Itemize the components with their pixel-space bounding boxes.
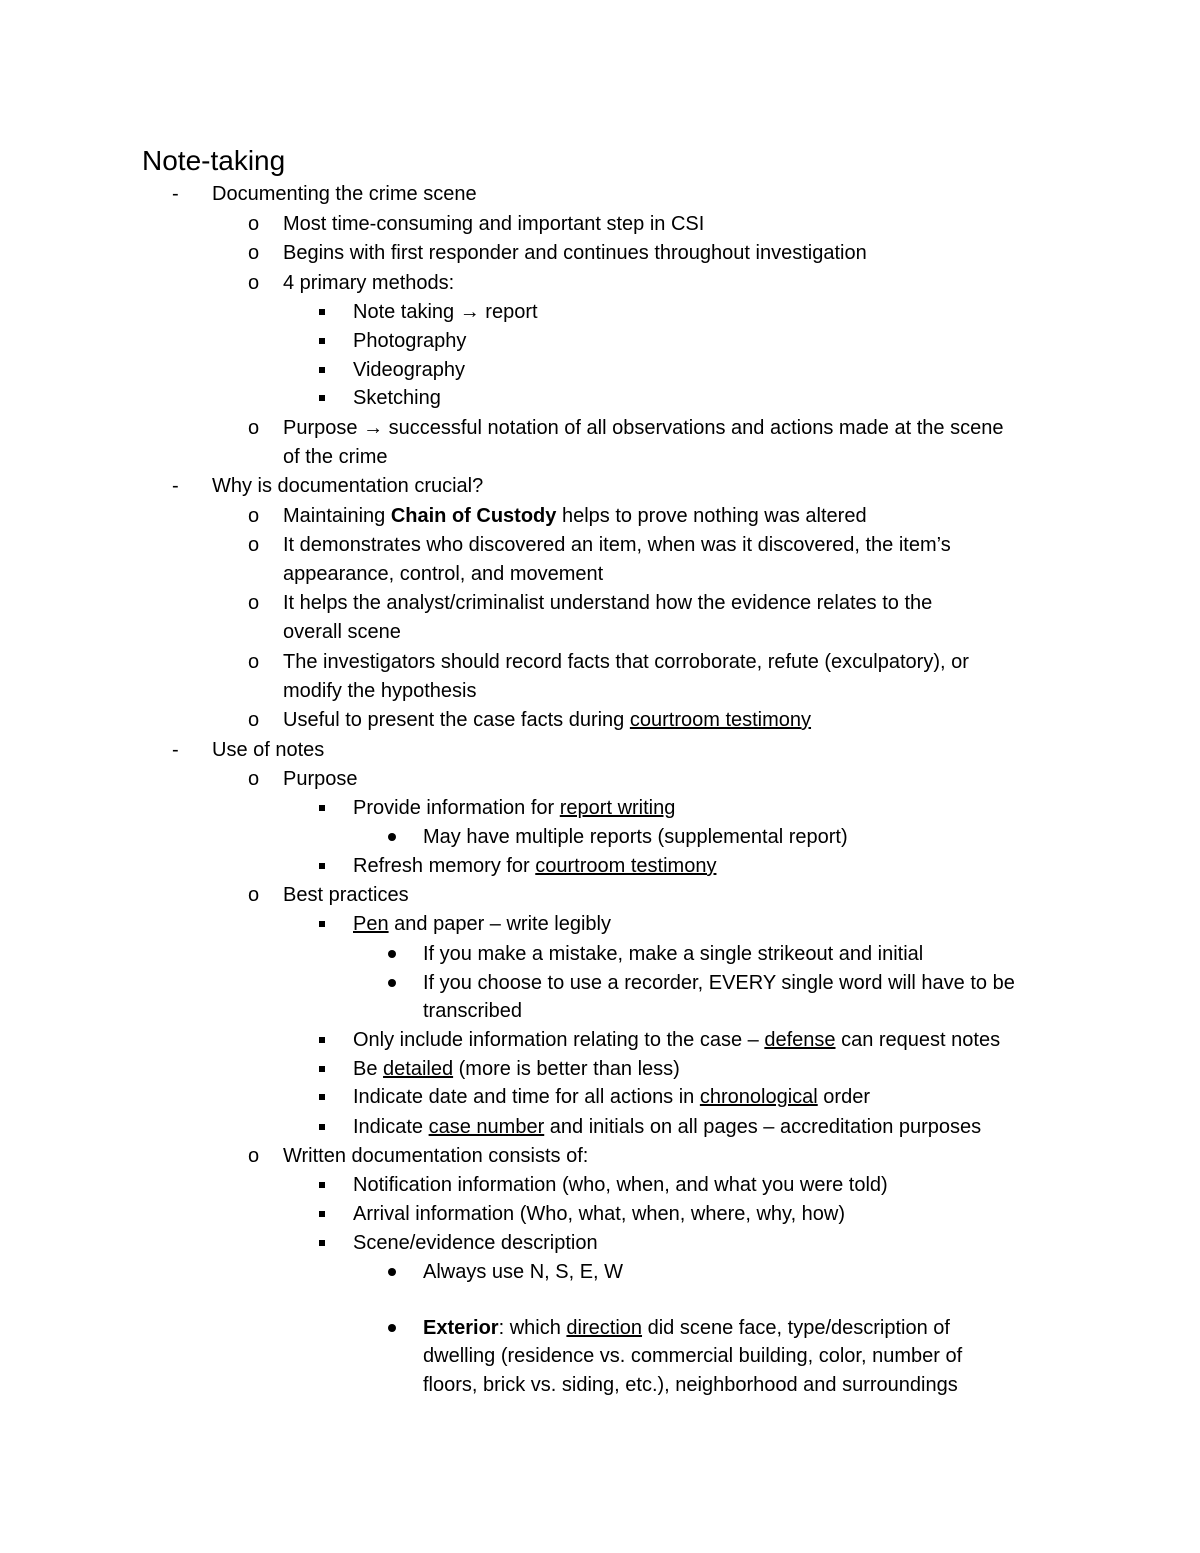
square-bullet [319, 1182, 325, 1188]
circle-marker: o [248, 505, 260, 527]
circle-marker: o [248, 1145, 260, 1167]
list-item: It helps the analyst/criminalist understand how the evidence relates to the [283, 592, 933, 614]
list-item: Arrival information (Who, what, when, where, why, how) [353, 1203, 846, 1225]
list-item: The investigators should record facts that corroborate, refute (exculpatory), or [283, 651, 969, 673]
circle-marker: o [248, 768, 260, 790]
circle-marker: o [248, 242, 260, 264]
list-item: If you choose to use a recorder, EVERY single word will have to be [423, 972, 1015, 994]
list-item-continuation: transcribed [423, 1000, 522, 1022]
list-item: Begins with first responder and continues throughout investigation [283, 242, 867, 264]
round-bullet [388, 950, 396, 958]
list-item: Videography [353, 359, 465, 381]
round-bullet [388, 1324, 396, 1332]
list-item: Purpose [283, 768, 358, 790]
list-item: If you make a mistake, make a single strikeout and initial [423, 943, 924, 965]
list-item: Scene/evidence description [353, 1232, 598, 1254]
list-item-continuation: appearance, control, and movement [283, 563, 604, 585]
circle-marker: o [248, 709, 260, 731]
circle-marker: o [248, 417, 260, 439]
list-item: Be detailed (more is better than less) [353, 1058, 680, 1080]
list-item: Note taking → report [353, 301, 538, 323]
list-item: May have multiple reports (supplemental report) [423, 826, 848, 848]
circle-marker: o [248, 651, 260, 673]
round-bullet [388, 1268, 396, 1276]
list-item: Use of notes [212, 739, 325, 761]
page-title: Note-taking [142, 145, 286, 176]
square-bullet [319, 395, 325, 401]
list-item: Only include information relating to the case – defense can request notes [353, 1029, 1001, 1051]
list-item: Most time-consuming and important step in CSI [283, 213, 705, 235]
list-item: Maintaining Chain of Custody helps to prove nothing was altered [283, 505, 867, 527]
list-item-continuation: floors, brick vs. siding, etc.), neighborhood and surroundings [423, 1374, 958, 1396]
list-item-continuation: modify the hypothesis [283, 680, 477, 702]
arrow-icon: → [363, 417, 384, 439]
circle-marker: o [248, 272, 260, 294]
square-bullet [319, 921, 325, 927]
square-bullet [319, 863, 325, 869]
circle-marker: o [248, 884, 260, 906]
round-bullet [388, 833, 396, 841]
list-item: Why is documentation crucial? [212, 475, 484, 497]
circle-marker: o [248, 213, 260, 235]
square-bullet [319, 1211, 325, 1217]
list-item: Refresh memory for courtroom testimony [353, 855, 717, 877]
list-item: Written documentation consists of: [283, 1145, 589, 1167]
list-item-continuation: of the crime [283, 446, 388, 468]
list-item: Indicate date and time for all actions in chronological order [353, 1086, 870, 1108]
list-item: Documenting the crime scene [212, 183, 477, 205]
dash-marker: - [172, 183, 179, 205]
round-bullet [388, 979, 396, 987]
list-item: Photography [353, 330, 467, 352]
list-item: Pen and paper – write legibly [353, 913, 611, 935]
square-bullet [319, 1094, 325, 1100]
list-item: Indicate case number and initials on all pages – accreditation purposes [353, 1116, 982, 1138]
arrow-icon: → [459, 301, 480, 323]
square-bullet [319, 309, 325, 315]
square-bullet [319, 1037, 325, 1043]
square-bullet [319, 1124, 325, 1130]
list-item: Purpose → successful notation of all observations and actions made at the scene [283, 417, 1004, 439]
dash-marker: - [172, 739, 179, 761]
list-item: Always use N, S, E, W [423, 1261, 624, 1283]
list-item: Exterior: which direction did scene face, type/description of [423, 1317, 950, 1339]
dash-marker: - [172, 475, 179, 497]
square-bullet [319, 805, 325, 811]
list-item: Useful to present the case facts during courtroom testimony [283, 709, 812, 731]
list-item: It demonstrates who discovered an item, when was it discovered, the item’s [283, 534, 951, 556]
square-bullet [319, 367, 325, 373]
list-item-continuation: overall scene [283, 621, 401, 643]
circle-marker: o [248, 534, 260, 556]
list-item: Best practices [283, 884, 409, 906]
square-bullet [319, 1066, 325, 1072]
list-item: Sketching [353, 387, 441, 409]
square-bullet [319, 338, 325, 344]
list-item-continuation: dwelling (residence vs. commercial building, color, number of [423, 1345, 963, 1367]
list-item: 4 primary methods: [283, 272, 455, 294]
list-item: Notification information (who, when, and what you were told) [353, 1174, 888, 1196]
list-item: Provide information for report writing [353, 797, 676, 819]
circle-marker: o [248, 592, 260, 614]
square-bullet [319, 1240, 325, 1246]
